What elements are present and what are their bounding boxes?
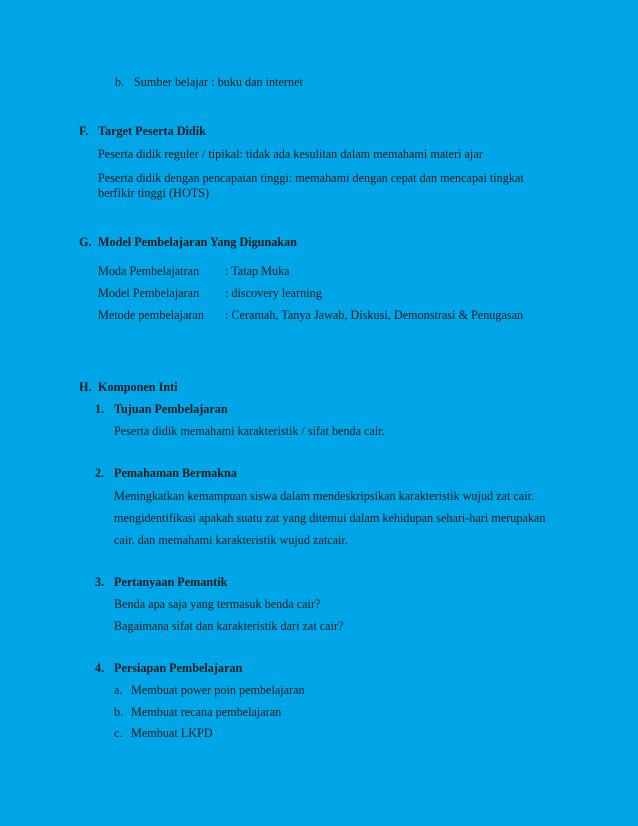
paragraph: Bagaimana sifat dan karakteristik dari zat cair? xyxy=(114,619,344,633)
subsection-number: 2. xyxy=(95,466,105,480)
section-letter: F. xyxy=(79,124,89,138)
field-label: Model Pembelajaran xyxy=(98,286,200,300)
section-letter: G. xyxy=(79,235,92,249)
list-item-text: Sumber belajar : buku dan internet xyxy=(134,75,303,89)
subsection-title: Persiapan Pembelajaran xyxy=(114,661,243,675)
subsection-title: Pertanyaan Pemantik xyxy=(114,575,228,589)
field-label: Metode pembelajaran xyxy=(98,308,204,322)
section-heading: Komponen Inti xyxy=(98,380,178,394)
list-item-text: Membuat recana pembelajaran xyxy=(131,705,282,719)
paragraph: Peserta didik reguler / tipikal: tidak ada kesulitan dalam memahami materi ajar xyxy=(98,147,483,161)
subsection-number: 4. xyxy=(95,661,105,675)
list-marker: a. xyxy=(114,683,123,697)
field-value: : discovery learning xyxy=(225,286,322,300)
list-item-text: Membuat LKPD xyxy=(131,726,213,740)
field-label: Moda Pembelajatran xyxy=(98,264,200,278)
paragraph: Peserta didik dengan pencapaian tinggi: memahami dengan cepat dan mencapai tingkat xyxy=(98,171,524,185)
paragraph: cair. dan memahami karakteristik wujud zatcair. xyxy=(114,533,348,547)
subsection-number: 3. xyxy=(95,575,105,589)
paragraph: Peserta didik memahami karakteristik / sifat benda cair. xyxy=(114,424,385,438)
section-heading: Model Pembelajaran Yang Digunakan xyxy=(98,235,297,249)
subsection-title: Pemahaman Bermakna xyxy=(114,466,237,480)
list-marker: b. xyxy=(115,75,125,89)
section-letter: H. xyxy=(79,380,92,394)
paragraph: Benda apa saja yang termasuk benda cair? xyxy=(114,597,321,611)
paragraph: mengidentifikasi apakah suatu zat yang ditemui dalam kehidupan sehari-hari merupakan xyxy=(114,511,546,525)
list-marker: c. xyxy=(114,726,123,740)
field-value: : Ceramah, Tanya Jawab, Diskusi, Demonstrasi & Penugasan xyxy=(225,308,524,322)
paragraph: Meningkatkan kemampuan siswa dalam mendeskripsikan karakteristik wujud zat cair. xyxy=(114,489,535,503)
subsection-title: Tujuan Pembelajaran xyxy=(114,402,228,416)
paragraph: berfikir tinggi (HOTS) xyxy=(98,186,210,200)
section-heading: Target Peserta Didik xyxy=(98,124,206,138)
list-item-text: Membuat power poin pembelajaran xyxy=(131,683,305,697)
list-marker: b. xyxy=(114,705,124,719)
field-value: : Tatap Muka xyxy=(225,264,290,278)
subsection-number: 1. xyxy=(95,402,105,416)
